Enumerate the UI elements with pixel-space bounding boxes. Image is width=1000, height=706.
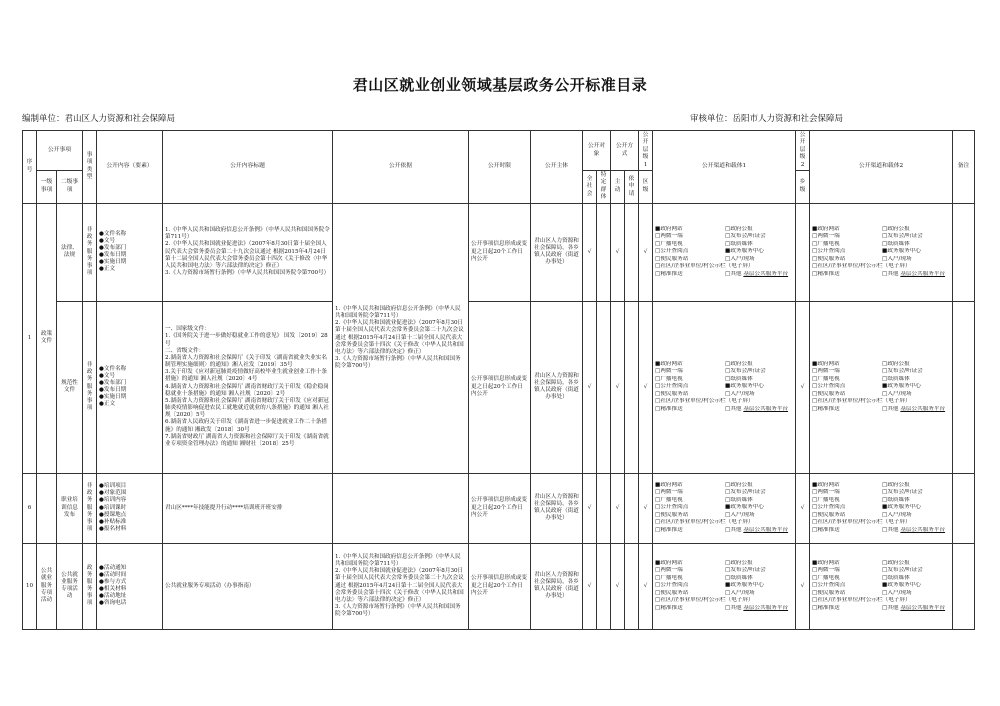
basis-cell — [333, 543, 469, 629]
channel-option: □纸质媒体 — [725, 496, 753, 503]
channel-option: □其他 — [882, 406, 899, 413]
basis-line: 1.《中华人民共和国政府信息公开条例》（中华人民共和国国务院令第711号） — [335, 305, 461, 320]
table-row — [23, 301, 975, 473]
channel-option: □便民服务站 — [655, 589, 689, 596]
channel-option: □两微一端 — [812, 489, 840, 496]
time-cell: 公开事项信息形成或变更之日起20个工作日内公开 — [469, 301, 531, 473]
header-level1-item: 一级事项 — [37, 171, 57, 204]
channel-option: ■政府网站 — [812, 559, 840, 566]
header-level1: 公开层级1 — [639, 131, 653, 171]
content-item: ●发布日期 — [99, 387, 127, 394]
content-item: ●正文 — [99, 266, 116, 273]
remark-cell — [953, 473, 975, 543]
header-level2: 公开层级2 — [796, 131, 810, 171]
channel-option: □社区/企事业单位/村公示栏（电子屏） — [655, 398, 754, 405]
channel-option: □其他 — [882, 605, 899, 612]
title-cell: 公共就业服务专项活动（办事指南） — [163, 543, 333, 629]
header-basis: 公开依据 — [333, 131, 469, 204]
header-seq: 序号 — [23, 131, 37, 204]
channel-option: □纸质媒体 — [725, 574, 753, 581]
channel-option: □政府公报 — [882, 481, 910, 488]
header-content: 公开内容（要素） — [97, 131, 163, 204]
apply-check — [625, 543, 639, 629]
content-cell — [97, 203, 163, 301]
channel-option: □社区/企事业单位/村公示栏（电子屏） — [812, 519, 911, 526]
remark-cell — [953, 203, 975, 301]
channel-option: □广播电视 — [812, 375, 840, 382]
content-item: ●授课地点 — [99, 511, 127, 518]
content-item: ●报名材料 — [99, 526, 127, 533]
title-line: 2.湖南省人力资源和社会保障厅《关于印发〈湖南省就业失业实名制管理实施细则〉的通知》湘人社发〔2019〕35号 — [165, 354, 327, 369]
channel-option: □社区/企事业单位/村公示栏（电子屏） — [655, 597, 754, 604]
channel-option: ■政府网站 — [655, 481, 683, 488]
content-item: ●文件名称 — [99, 230, 127, 237]
title-cell: 君山区****年技能提升行动****培训班开班安排 — [163, 473, 333, 543]
remark-cell — [953, 301, 975, 473]
content-item: ●文号 — [99, 372, 116, 379]
basis-cell — [333, 203, 469, 473]
channel-other: 基层公共服务平台 — [900, 527, 946, 534]
content-item: ●咨询电话 — [99, 600, 127, 607]
channel-option: ■政务服务中心 — [882, 248, 921, 255]
channel-option: □两微一端 — [812, 233, 840, 240]
channel1-cell — [653, 203, 796, 301]
channel2-cell — [810, 203, 953, 301]
subject-cell: 君山区人力资源和社会保障局，各乡镇人民政府（街道办事处） — [531, 301, 583, 473]
channel-option: □两微一端 — [655, 368, 683, 375]
content-cell — [97, 301, 163, 473]
subject-cell: 君山区人力资源和社会保障局，各乡镇人民政府（街道办事处） — [531, 543, 583, 629]
channel-option: □两微一端 — [655, 489, 683, 496]
level1-cell: 公共就业服务专项活动 — [37, 543, 57, 629]
type-cell: 非政务服务事项 — [83, 473, 97, 543]
all-check: √ — [583, 203, 597, 301]
county-check: √ — [639, 301, 653, 473]
title-line: 一、国家级文件： — [165, 326, 210, 333]
channel-option: □精准推送 — [812, 527, 840, 534]
apply-check — [625, 203, 639, 301]
level1-cell: 政策文件 — [37, 203, 57, 473]
channel-option: ■政府网站 — [655, 559, 683, 566]
content-item: ●活动通知 — [99, 564, 127, 571]
channel-option: □精准推送 — [655, 605, 683, 612]
channel2-cell — [810, 473, 953, 543]
content-item: ●补贴标准 — [99, 518, 127, 525]
basis-line: 2.《中华人民共和国就业促进法》（2007年8月30日第十届全国人民代表大会常务委员会第二十九次会议通过 根据2015年4月24日第十二届全国人民代表大会常务委员会第十四次《关于修改〈中华人民共和国电力法〉等六部法律的决定》修正） — [335, 320, 464, 355]
channel-option: □两微一端 — [812, 567, 840, 574]
channel-other: 基层公共服务平台 — [900, 605, 946, 612]
channel-option: □社区/企事业单位/村公示栏（电子屏） — [655, 263, 754, 270]
content-item: ●文件名称 — [99, 365, 127, 372]
content-item: ●相关材料 — [99, 586, 127, 593]
compiler-unit: 编制单位：君山区人力资源和社会保障局 — [22, 114, 176, 124]
channel-option: □便民服务站 — [655, 511, 689, 518]
header-time: 公开时限 — [469, 131, 531, 204]
channel-other: 基层公共服务平台 — [743, 527, 789, 534]
channel-option: □政府公报 — [725, 225, 753, 232]
table-row — [23, 473, 975, 543]
channel-option: □便民服务站 — [812, 511, 846, 518]
channel-option: □社区/企事业单位/村公示栏（电子屏） — [812, 398, 911, 405]
channel-option: □发布会/听证会 — [725, 567, 766, 574]
channel-option: □政府公报 — [725, 360, 753, 367]
active-check: √ — [611, 543, 625, 629]
channel-option: □纸质媒体 — [882, 574, 910, 581]
header-item: 公开事项 — [37, 131, 83, 171]
channel-option: □公开查阅点 — [655, 582, 689, 589]
all-check: √ — [583, 543, 597, 629]
channel-option: □发布会/听证会 — [882, 489, 923, 496]
channel-option: □入户/现场 — [882, 255, 912, 262]
basis-cell — [333, 473, 469, 543]
channel-option: □精准推送 — [655, 271, 683, 278]
channel-option: ■政府网站 — [655, 360, 683, 367]
channel-option: ■政府网站 — [655, 225, 683, 232]
content-item: ●培训项目 — [99, 483, 127, 490]
channel-option: □广播电视 — [655, 496, 683, 503]
content-item: ●发布部门 — [99, 245, 127, 251]
header-type: 事项类型 — [83, 131, 97, 204]
content-item: ●活动地址 — [99, 593, 127, 600]
channel-option: □入户/现场 — [882, 511, 912, 518]
channel-option: □精准推送 — [812, 271, 840, 278]
header-county2: 乡级 — [796, 171, 810, 204]
title-line: 4.湖南省人力资源和社会保障厅 湖南省财政厅关于印发《稳企稳岗稳就业十条措施》的通知 湘人社规〔2020〕2号 — [165, 383, 329, 397]
specific-check — [597, 301, 611, 473]
title-line: 3.关于印发《应对新冠肺炎疫情做好高校毕业生就业创业工作十条措施》的通知 湘人社规〔2020〕4号 — [165, 369, 327, 383]
channel2-cell — [810, 543, 953, 629]
content-cell — [97, 473, 163, 543]
specific-check — [597, 203, 611, 301]
title-line: 6.湖南省人民政府关于印发《湖南省进一步促进就业工作二十条措施》的通知 湘政发〔2018〕30号 — [165, 419, 327, 433]
channel-option: □其他 — [882, 271, 899, 278]
channel-option: □广播电视 — [812, 496, 840, 503]
channel-other: 基层公共服务平台 — [743, 406, 789, 413]
content-item: ●正文 — [99, 401, 116, 408]
header-active: 主动 — [611, 171, 625, 204]
channel-option: □广播电视 — [655, 240, 683, 247]
content-item: ●参与方式 — [99, 579, 127, 585]
channel-option: □其他 — [725, 605, 742, 612]
channel-option: □精准推送 — [812, 605, 840, 612]
channel-option: ■政府网站 — [812, 360, 840, 367]
level2-cell: 职业培训信息发布 — [57, 473, 83, 543]
title-line: 5.湖南省人力资源和社会保障厅 湖南省财政厅关于印发《应对新冠肺炎疫情影响促进农民工就地就近就业的八条措施》的通知 湘人社规〔2020〕5号 — [165, 397, 330, 419]
title-cell — [163, 203, 333, 301]
remark-cell — [953, 543, 975, 629]
title-line: 二、省级文件： — [165, 347, 205, 354]
content-item: ●实施日期 — [99, 394, 127, 401]
channel-option: □广播电视 — [812, 240, 840, 247]
header-remark: 备注 — [953, 131, 975, 204]
apply-check — [625, 301, 639, 473]
county2-check: √ — [796, 543, 810, 629]
channel-option: □社区/企事业单位/村公示栏（电子屏） — [812, 263, 911, 270]
content-item: ●文号 — [99, 237, 116, 244]
header-apply: 依申请 — [625, 171, 639, 204]
channel-option: □便民服务站 — [655, 390, 689, 397]
county-check: √ — [639, 473, 653, 543]
level2-cell: 法律、法规 — [57, 203, 83, 301]
table-row — [23, 543, 975, 629]
channel-option: □纸质媒体 — [882, 496, 910, 503]
channel-other: 基层公共服务平台 — [900, 406, 946, 413]
header-subject: 公开主体 — [531, 131, 583, 204]
type-cell: 政务服务事项 — [83, 543, 97, 629]
content-cell — [97, 543, 163, 629]
channel-option: □入户/现场 — [882, 390, 912, 397]
channel-option: □发布会/听证会 — [882, 567, 923, 574]
channel-option: □广播电视 — [655, 574, 683, 581]
channel-option: □入户/现场 — [725, 255, 755, 262]
channel-option: □广播电视 — [812, 574, 840, 581]
header-channel1: 公开渠道和载体1 — [653, 131, 796, 204]
county2-check — [796, 203, 810, 301]
title-line: 1.《国务院关于进一步做好稳就业工作的意见》 国发〔2019〕28号 — [165, 333, 328, 347]
channel-option: □纸质媒体 — [882, 375, 910, 382]
channel-other: 基层公共服务平台 — [900, 271, 946, 278]
title-line: 7.湖南省财政厅 湖南省人力资源和社会保障厅关于印发《湖南省就业专项资金管理办法》的通知 湘财社〔2018〕25号 — [165, 433, 329, 447]
channel-option: □入户/现场 — [725, 589, 755, 596]
content-item: ●对象范围 — [99, 490, 127, 497]
channel-option: □社区/企事业单位/村公示栏（电子屏） — [655, 519, 754, 526]
channel-other: 基层公共服务平台 — [743, 271, 789, 278]
channel2-cell — [810, 301, 953, 473]
channel-option: □两微一端 — [812, 368, 840, 375]
channel-option: □公开查阅点 — [812, 582, 846, 589]
content-item: ●培训课时 — [99, 504, 127, 511]
active-check: √ — [611, 301, 625, 473]
channel-option: □入户/现场 — [725, 511, 755, 518]
channel-option: □发布会/听证会 — [882, 233, 923, 240]
header-channel2: 公开渠道和载体2 — [810, 131, 953, 204]
channel-option: ■政务服务中心 — [725, 582, 764, 589]
channel-option: □入户/现场 — [882, 589, 912, 596]
channel-option: □公开查阅点 — [812, 248, 846, 255]
header-county: 区级 — [639, 171, 653, 204]
channel-other: 基层公共服务平台 — [743, 605, 789, 612]
channel-option: □精准推送 — [655, 406, 683, 413]
channel-option: □政府公报 — [882, 559, 910, 566]
level2-cell: 公共就业服务专项活动 — [57, 543, 83, 629]
channel-option: ■政务服务中心 — [882, 582, 921, 589]
title-line: 1.《中华人民共和国政府信息公开条例》（中华人民共和国国务院令第711号） — [165, 227, 330, 241]
channel1-cell — [653, 543, 796, 629]
basis-line: 3.《人力资源市场暂行条例》（中华人民共和国国务院令第700号） — [335, 604, 461, 618]
channel-option: □精准推送 — [655, 527, 683, 534]
active-check: √ — [611, 203, 625, 301]
page-title: 君山区就业创业领域基层政务公开标准目录 — [352, 76, 648, 94]
header-method: 公开方式 — [611, 131, 639, 171]
channel-option: □公开查阅点 — [655, 383, 689, 390]
content-item: ●活动时间 — [99, 571, 127, 578]
channel-option: □纸质媒体 — [725, 375, 753, 382]
active-check: √ — [611, 473, 625, 543]
channel-option: ■政务服务中心 — [725, 248, 764, 255]
seq-cell: 10 — [23, 543, 37, 629]
channel-option: □社区/企事业单位/村公示栏（电子屏） — [812, 597, 911, 604]
channel-option: □其他 — [725, 406, 742, 413]
channel-option: □其他 — [882, 527, 899, 534]
channel-option: □纸质媒体 — [882, 240, 910, 247]
specific-check — [597, 473, 611, 543]
channel-option: □发布会/听证会 — [725, 233, 766, 240]
time-cell: 公开事项信息形成或变更之日起20个工作日内公开 — [469, 473, 531, 543]
table-row — [23, 203, 975, 301]
type-cell: 非政务服务事项 — [83, 203, 97, 301]
channel-option: □政府公报 — [725, 481, 753, 488]
subject-cell: 君山区人力资源和社会保障局，各乡镇人民政府（街道办事处） — [531, 473, 583, 543]
title-line: 3.《人力资源市场暂行条例》（中华人民共和国国务院令第700号） — [165, 270, 330, 277]
channel1-cell — [653, 473, 796, 543]
channel-option: □公开查阅点 — [655, 248, 689, 255]
channel-option: □公开查阅点 — [812, 383, 846, 390]
header-level2-item: 二级事项 — [57, 171, 83, 204]
channel-option: ■政务服务中心 — [725, 383, 764, 390]
channel-option: □政府公报 — [882, 360, 910, 367]
channel-option: □发布会/听证会 — [725, 368, 766, 375]
title-line: 2.《中华人民共和国就业促进法》（2007年8月30日第十届全国人民代表大会常务委员会第二十九次会议通过 根据2015年4月24日第十二届全国人民代表大会常务委员会第十四次《关于修改〈中华人民共和国电力法〉等六部法律的决定》修正） — [165, 241, 328, 269]
time-cell: 公开事项信息形成或变更之日起20个工作日内公开 — [469, 543, 531, 629]
channel-option: □公开查阅点 — [655, 504, 689, 511]
content-item: ●发布日期 — [99, 252, 127, 259]
content-item: ●实施日期 — [99, 259, 127, 266]
title-cell — [163, 301, 333, 473]
content-item: ●培训内容 — [99, 497, 127, 504]
channel-option: □发布会/听证会 — [882, 368, 923, 375]
channel-option: □便民服务站 — [812, 255, 846, 262]
channel-option: □其他 — [725, 527, 742, 534]
channel-option: □政府公报 — [882, 225, 910, 232]
county2-check: √ — [796, 301, 810, 473]
channel-option: □政府公报 — [725, 559, 753, 566]
apply-check — [625, 473, 639, 543]
channel-option: □入户/现场 — [725, 390, 755, 397]
reviewer-unit: 审核单位：岳阳市人力资源和社会保障局 — [690, 114, 844, 124]
county-check: √ — [639, 543, 653, 629]
level1-cell — [37, 473, 57, 543]
level2-cell: 规范性文件 — [57, 301, 83, 473]
seq-cell: 6 — [23, 473, 37, 543]
channel1-cell — [653, 301, 796, 473]
channel-option: □便民服务站 — [812, 390, 846, 397]
channel-option: □其他 — [725, 271, 742, 278]
basis-line: 1.《中华人民共和国政府信息公开条例》（中华人民共和国国务院令第711号） — [335, 553, 461, 568]
time-cell: 公开事项信息形成或变更之日起20个工作日内公开 — [469, 203, 531, 301]
all-check: √ — [583, 473, 597, 543]
content-item: ●发布部门 — [99, 380, 127, 386]
channel-option: □两微一端 — [655, 567, 683, 574]
channel-option: □发布会/听证会 — [725, 489, 766, 496]
seq-cell: 1 — [23, 203, 37, 473]
basis-line: 3.《人力资源市场暂行条例》（中华人民共和国国务院令第700号） — [335, 356, 461, 370]
channel-option: □便民服务站 — [812, 589, 846, 596]
basis-line: 2.《中华人民共和国就业促进法》（2007年8月30日第十届全国人民代表大会常务委员会第二十九次会议通过 根据2015年4月24日第十二届全国人民代表大会常务委员会第十四次《关于修改〈中华人民共和国电力法〉等六部法律的决定》修正） — [335, 568, 464, 603]
catalog-table — [22, 130, 975, 630]
county2-check: √ — [796, 473, 810, 543]
header-target: 公开对象 — [583, 131, 611, 171]
channel-option: □精准推送 — [812, 406, 840, 413]
header-title: 公开内容标题 — [163, 131, 333, 204]
channel-option: ■政务服务中心 — [882, 383, 921, 390]
type-cell: 非政务服务事项 — [83, 301, 97, 473]
channel-option: □便民服务站 — [655, 255, 689, 262]
header-all: 全社会 — [583, 171, 597, 204]
channel-option: ■政务服务中心 — [725, 504, 764, 511]
header-specific: 特定群体 — [597, 171, 611, 204]
channel-option: □纸质媒体 — [725, 240, 753, 247]
channel-option: □公开查阅点 — [812, 504, 846, 511]
channel-option: ■政务服务中心 — [882, 504, 921, 511]
specific-check — [597, 543, 611, 629]
channel-option: ■政府网站 — [812, 481, 840, 488]
channel-option: □两微一端 — [655, 233, 683, 240]
all-check: √ — [583, 301, 597, 473]
subject-cell: 君山区人力资源和社会保障局，各乡镇人民政府（街道办事处） — [531, 203, 583, 301]
channel-option: ■政府网站 — [812, 225, 840, 232]
county-check: √ — [639, 203, 653, 301]
channel-option: □广播电视 — [655, 375, 683, 382]
